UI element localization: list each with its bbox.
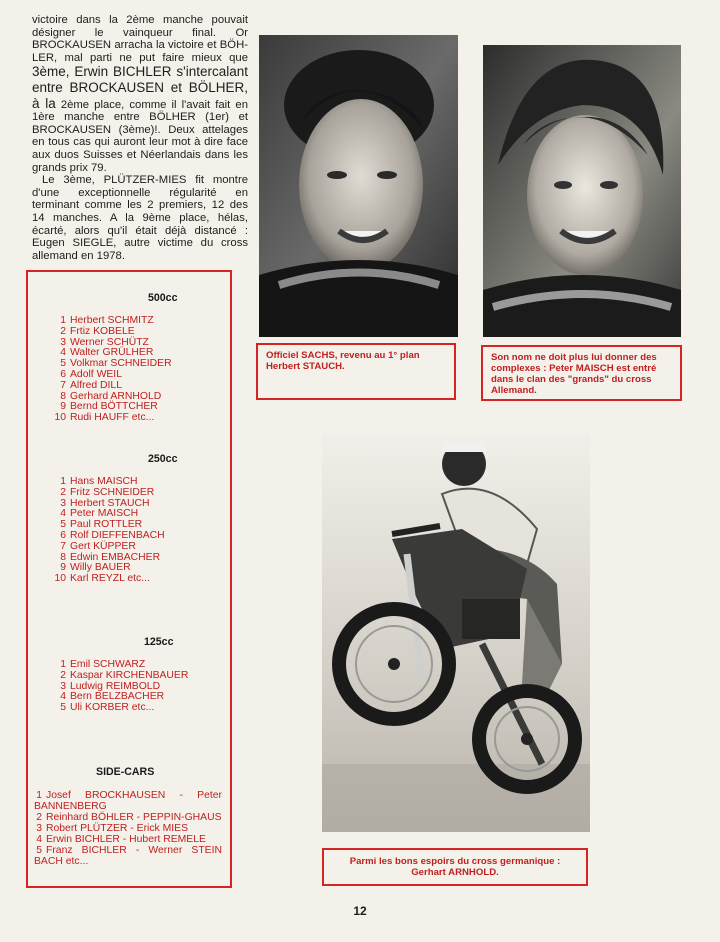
intro-text-b: 3ème, Erwin BICHLER s'intercalant entre BROCKAUSEN et BÖLHER, à la bbox=[32, 64, 248, 111]
list-item: 9 Willy BAUER bbox=[60, 562, 131, 574]
list-item: 8 Edwin EMBACHER bbox=[60, 551, 161, 563]
portrait-illustration bbox=[259, 35, 458, 337]
list-item: 5 Uli KORBER etc... bbox=[60, 702, 155, 714]
list-item: 3 Herbert STAUCH bbox=[60, 497, 150, 509]
portrait-illustration bbox=[483, 45, 681, 337]
list-item: 1 Emil SCHWARZ bbox=[60, 659, 146, 670]
list-item: 5 Paul ROTTLER bbox=[60, 519, 143, 531]
list-item: 6 Rolf DIEFFENBACH bbox=[60, 529, 165, 541]
list-item: 5 Franz BICHLER - Werner STEIN BACH etc... bbox=[34, 845, 222, 867]
list-item: 2 Reinhard BÖHLER - PEPPIN-GHAUS bbox=[36, 812, 222, 823]
list-item: 3 Ludwig REIMBOLD bbox=[60, 680, 161, 692]
list-item: 3 Werner SCHÜTZ bbox=[60, 336, 149, 348]
list-sidecars bbox=[28, 790, 230, 867]
list-item: 2 Kaspar KIRCHENBAUER bbox=[60, 669, 189, 681]
list-item: 4 Erwin BICHLER - Hubert REMELE bbox=[36, 834, 206, 845]
intro-text-a: victoire dans la 2ème manche pouvait désigner le vainqueur final. Or BROCKAUSEN arracha la victoire et BÖH-LER, mal parti ne put faire mieux que bbox=[32, 14, 248, 64]
results-250cc bbox=[28, 453, 230, 585]
results-125cc bbox=[28, 636, 230, 714]
list-item: 4 Walter GRÜLHER bbox=[60, 347, 154, 359]
photo-gerhart-arnhold bbox=[322, 434, 590, 832]
list-item: 10 Rudi HAUFF etc... bbox=[54, 412, 155, 424]
intro-paragraph-1 bbox=[32, 14, 248, 174]
list-item: 4 Bern BELZBACHER bbox=[60, 691, 165, 703]
list-item: 2 Frtiz KOBELE bbox=[60, 325, 135, 337]
list-item: 4 Peter MAISCH bbox=[60, 508, 139, 520]
list-item: 9 Bernd BÖTTCHER bbox=[60, 401, 158, 413]
list-500cc bbox=[28, 316, 230, 424]
list-item: 10 Karl REYZL etc... bbox=[54, 573, 150, 585]
motocross-illustration bbox=[322, 434, 590, 832]
photo-herbert-stauch bbox=[259, 35, 458, 337]
list-item: 5 Volkmar SCHNEIDER bbox=[60, 358, 172, 370]
list-125cc bbox=[28, 660, 230, 714]
results-box bbox=[26, 270, 232, 888]
page-number: 12 bbox=[353, 904, 367, 918]
results-500cc bbox=[28, 292, 230, 424]
list-250cc bbox=[28, 477, 230, 585]
caption-arnhold: Parmi les bons espoirs du cross germanique : Gerhart ARNHOLD. bbox=[322, 848, 588, 886]
list-item: 7 Alfred DILL bbox=[60, 379, 122, 391]
list-item: 1 Josef BROCKHAUSEN - Peter BANNENBERG bbox=[34, 790, 222, 812]
list-item: 3 Robert PLÜTZER - Erick MIES bbox=[36, 823, 189, 834]
results-sidecars bbox=[28, 766, 230, 867]
caption-stauch: Officiel SACHS, revenu au 1° plan Herbert STAUCH. bbox=[256, 343, 456, 400]
list-item: 7 Gert KÜPPER bbox=[60, 540, 136, 552]
intro-paragraph-2: Le 3ème, PLÜTZER-MIES fit montre d'une exceptionnelle régularité en terminant comme les 2 premiers, 12 des 14 manches. A la 9ème place, hélas, écarté, alors qu'il était déjà distancé : Eugen SIEGLE, autre victime du cross allemand en 1978. bbox=[32, 174, 248, 262]
section-title-500cc: 500cc bbox=[148, 292, 178, 304]
section-title-250cc: 250cc bbox=[148, 453, 178, 465]
intro-text bbox=[32, 14, 248, 262]
section-title-sidecars: SIDE-CARS bbox=[96, 766, 155, 778]
intro-text-c: 2ème place, comme il l'avait fait en 1ère manche entre BÖLHER (1er) et BROCKAUSEN (3ème)!. Deux attelages en tous cas qui auront leur mot à dire face aux duos Suisses et Néerlandais dans les grands prix 79. bbox=[32, 98, 248, 174]
list-item: 1 Herbert SCHMITZ bbox=[60, 315, 154, 326]
list-item: 8 Gerhard ARNHOLD bbox=[60, 390, 162, 402]
section-title-125cc: 125cc bbox=[144, 636, 174, 648]
list-item: 1 Hans MAISCH bbox=[60, 476, 138, 487]
list-item: 6 Adolf WEIL bbox=[60, 368, 122, 380]
caption-maisch: Son nom ne doit plus lui donner des complexes : Peter MAISCH est entré dans le clan des "grands" du cross Allemand. bbox=[481, 345, 682, 401]
photo-peter-maisch bbox=[483, 45, 681, 337]
list-item: 2 Fritz SCHNEIDER bbox=[60, 486, 155, 498]
